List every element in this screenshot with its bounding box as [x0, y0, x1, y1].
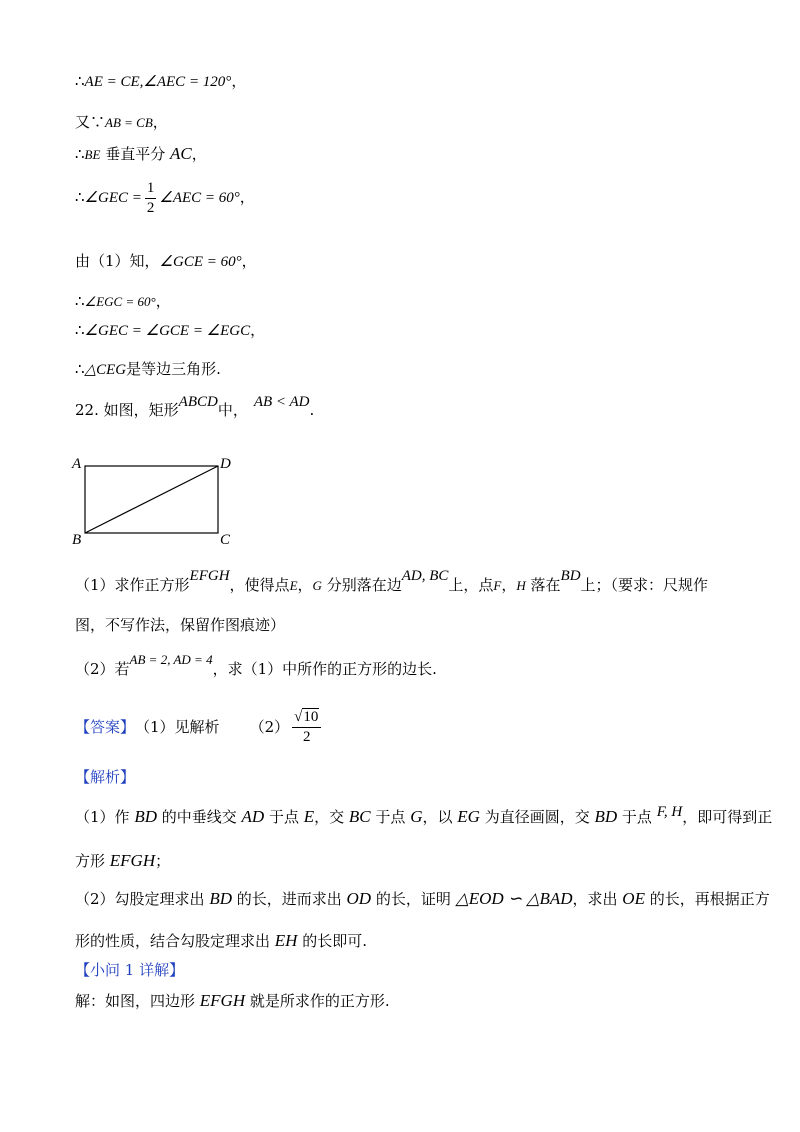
analysis-tag-text: 【解析】: [75, 768, 136, 786]
proof-line-2: [75, 115, 168, 130]
p1-fh: F, H: [656, 804, 683, 820]
sides-ad-bc: AD, BC: [401, 568, 449, 584]
question-1-line-1: [75, 568, 709, 594]
proof-prefix: 由（1）知，: [75, 252, 160, 270]
p2-bd: BD: [209, 889, 232, 908]
proof-prefix: 又∵: [75, 113, 106, 131]
p1-text-7: 为直径画圆，交: [479, 808, 595, 826]
p1-line-2-end: ；: [155, 852, 171, 870]
proof-line-1: [75, 74, 246, 90]
q1-text-6: 上；（要求：尺规作: [580, 576, 709, 594]
detail-tag-text: 【小问 1 详解】: [75, 961, 185, 979]
proof-line-3: [75, 145, 207, 162]
proof-prefix: ∴: [75, 360, 85, 378]
p2-text-5: 的长，再根据正方: [644, 890, 770, 908]
proof-math: ∠GEC =: [84, 190, 142, 206]
rectangle-name: ABCD: [178, 394, 218, 410]
answer-line: [75, 707, 324, 747]
proof-math-2: ∠AEC = 60°: [159, 190, 240, 206]
q1-text-line-2: 图，不写作法，保留作图痕迹）: [75, 616, 286, 634]
p1-text-2: 的中垂线交: [156, 808, 242, 826]
p1-square: EFGH: [109, 851, 156, 870]
proof-math: BE: [84, 147, 101, 162]
sqrt-value: 10: [303, 709, 319, 725]
proof-suffix: 是等边三角形.: [126, 360, 221, 378]
proof-prefix: ∴: [75, 72, 85, 90]
answer-fraction: [292, 709, 321, 745]
detail-tag: [75, 963, 184, 978]
proof-prefix: ∴: [75, 145, 85, 163]
proof-math: ∠GEC = ∠GCE = ∠EGC: [84, 323, 251, 339]
q2-condition: AB = 2, AD = 4: [129, 652, 213, 667]
proof-line-7: [75, 323, 265, 339]
q2-text: （2）若: [75, 660, 130, 678]
p1-text: （1）作: [75, 808, 135, 826]
square-name: EFGH: [189, 568, 230, 584]
detail-text-b: 就是所求作的正方形.: [245, 992, 390, 1010]
proof-line-8: [75, 362, 221, 378]
proof-line-5: [75, 254, 257, 270]
problem-number: 22.: [75, 401, 99, 419]
problem-condition: AB < AD: [253, 394, 310, 410]
q1-text-5: 落在: [525, 576, 561, 594]
question-1-line-2: [75, 618, 285, 633]
answer-denominator: 2: [302, 728, 311, 745]
proof-suffix: ，: [231, 72, 247, 90]
problem-intro: [75, 394, 315, 419]
p1-eg: EG: [457, 807, 480, 826]
analysis-tag: [75, 770, 135, 785]
point-g: G: [312, 578, 322, 593]
q1-text-4: 上，点: [448, 576, 494, 594]
problem-intro-text-2: 中，: [217, 401, 248, 419]
label-b: B: [72, 532, 82, 548]
p2-text-2: 的长，进而求出: [231, 890, 347, 908]
proof-math: ∠EGC = 60°: [84, 294, 156, 309]
problem-intro-text: 如图，矩形: [103, 401, 179, 419]
proof-suffix: ，: [155, 292, 171, 310]
q1-comma-2: ，: [501, 576, 517, 594]
proof-suffix: ，: [191, 145, 207, 163]
p1-line-2-text: 方形: [75, 852, 110, 870]
proof-line-4: [75, 180, 255, 216]
point-h: H: [516, 578, 526, 593]
proof-suffix: ，: [239, 188, 255, 206]
fraction-denominator: 2: [146, 199, 155, 216]
p2-oe: OE: [622, 889, 645, 908]
proof-math: △CEG: [84, 362, 127, 378]
question-2: [75, 652, 437, 678]
label-a: A: [72, 456, 82, 472]
sqrt-sign: √: [294, 709, 303, 725]
proof-prefix: ∴: [75, 321, 85, 339]
analysis-p1-line-1: [75, 804, 773, 826]
p1-text-5: 于点: [370, 808, 411, 826]
answer-tag: 【答案】: [75, 717, 136, 736]
p1-text-6: ，以: [422, 808, 458, 826]
p1-bd-2: BD: [594, 807, 618, 826]
p2-text-4: ，求出: [572, 890, 623, 908]
proof-math: AE = CE,∠AEC = 120°: [84, 74, 232, 90]
rectangle-figure: [68, 452, 238, 548]
problem-intro-end: .: [309, 401, 315, 419]
analysis-p2-line-2: [75, 932, 367, 949]
fraction-numerator: 1: [145, 180, 157, 199]
p2-line-2-end: 的长即可.: [297, 932, 367, 950]
proof-middle: 垂直平分: [100, 145, 170, 163]
p2-eh: EH: [274, 931, 298, 950]
fraction-half: [145, 180, 157, 216]
analysis-p1-line-2: [75, 852, 170, 869]
proof-math: ∠GCE = 60°: [159, 254, 242, 270]
answer-part-2: （2）: [249, 717, 290, 736]
q1-comma: ，: [297, 576, 313, 594]
proof-suffix: ，: [152, 113, 168, 131]
proof-math-2: AC: [169, 144, 192, 163]
proof-prefix: ∴: [75, 188, 85, 206]
proof-line-6: [75, 294, 171, 309]
p2-text: （2）勾股定理求出: [75, 890, 210, 908]
segment-bd: BD: [560, 568, 581, 584]
p1-text-8: 于点: [617, 808, 657, 826]
p1-text-9: ，即可得到正: [682, 808, 773, 826]
proof-prefix: ∴: [75, 292, 85, 310]
answer-part-1: （1）见解析: [135, 717, 220, 736]
proof-math: AB = CB: [105, 115, 153, 130]
q1-text-2: ，使得点: [229, 576, 290, 594]
detail-square: EFGH: [199, 991, 246, 1010]
label-c: C: [220, 532, 231, 548]
p1-bc: BC: [348, 807, 371, 826]
p1-bd: BD: [134, 807, 157, 826]
p2-similarity: △EOD ∽ △BAD: [455, 889, 573, 908]
detail-text: [75, 992, 390, 1009]
p2-od: OD: [346, 889, 372, 908]
diagonal-bd: [85, 466, 218, 533]
q1-text: （1）求作正方形: [75, 576, 190, 594]
detail-text-a: 解：如图，四边形: [75, 992, 200, 1010]
proof-suffix: ，: [241, 252, 257, 270]
p1-e: E: [303, 807, 315, 826]
proof-suffix: ，: [250, 321, 266, 339]
point-f: F: [493, 578, 502, 593]
q2-text-2: ，求（1）中所作的正方形的边长.: [212, 660, 437, 678]
label-d: D: [220, 456, 231, 472]
p1-g: G: [410, 807, 423, 826]
point-e: E: [289, 578, 298, 593]
p1-text-3: 于点: [264, 808, 304, 826]
analysis-p2-line-1: [75, 890, 770, 907]
q1-text-3: 分别落在边: [321, 576, 402, 594]
p2-text-3: 的长，证明: [371, 890, 456, 908]
p1-text-4: ，交: [314, 808, 349, 826]
p1-ad: AD: [241, 807, 265, 826]
p2-line-2-text: 形的性质，结合勾股定理求出: [75, 932, 275, 950]
